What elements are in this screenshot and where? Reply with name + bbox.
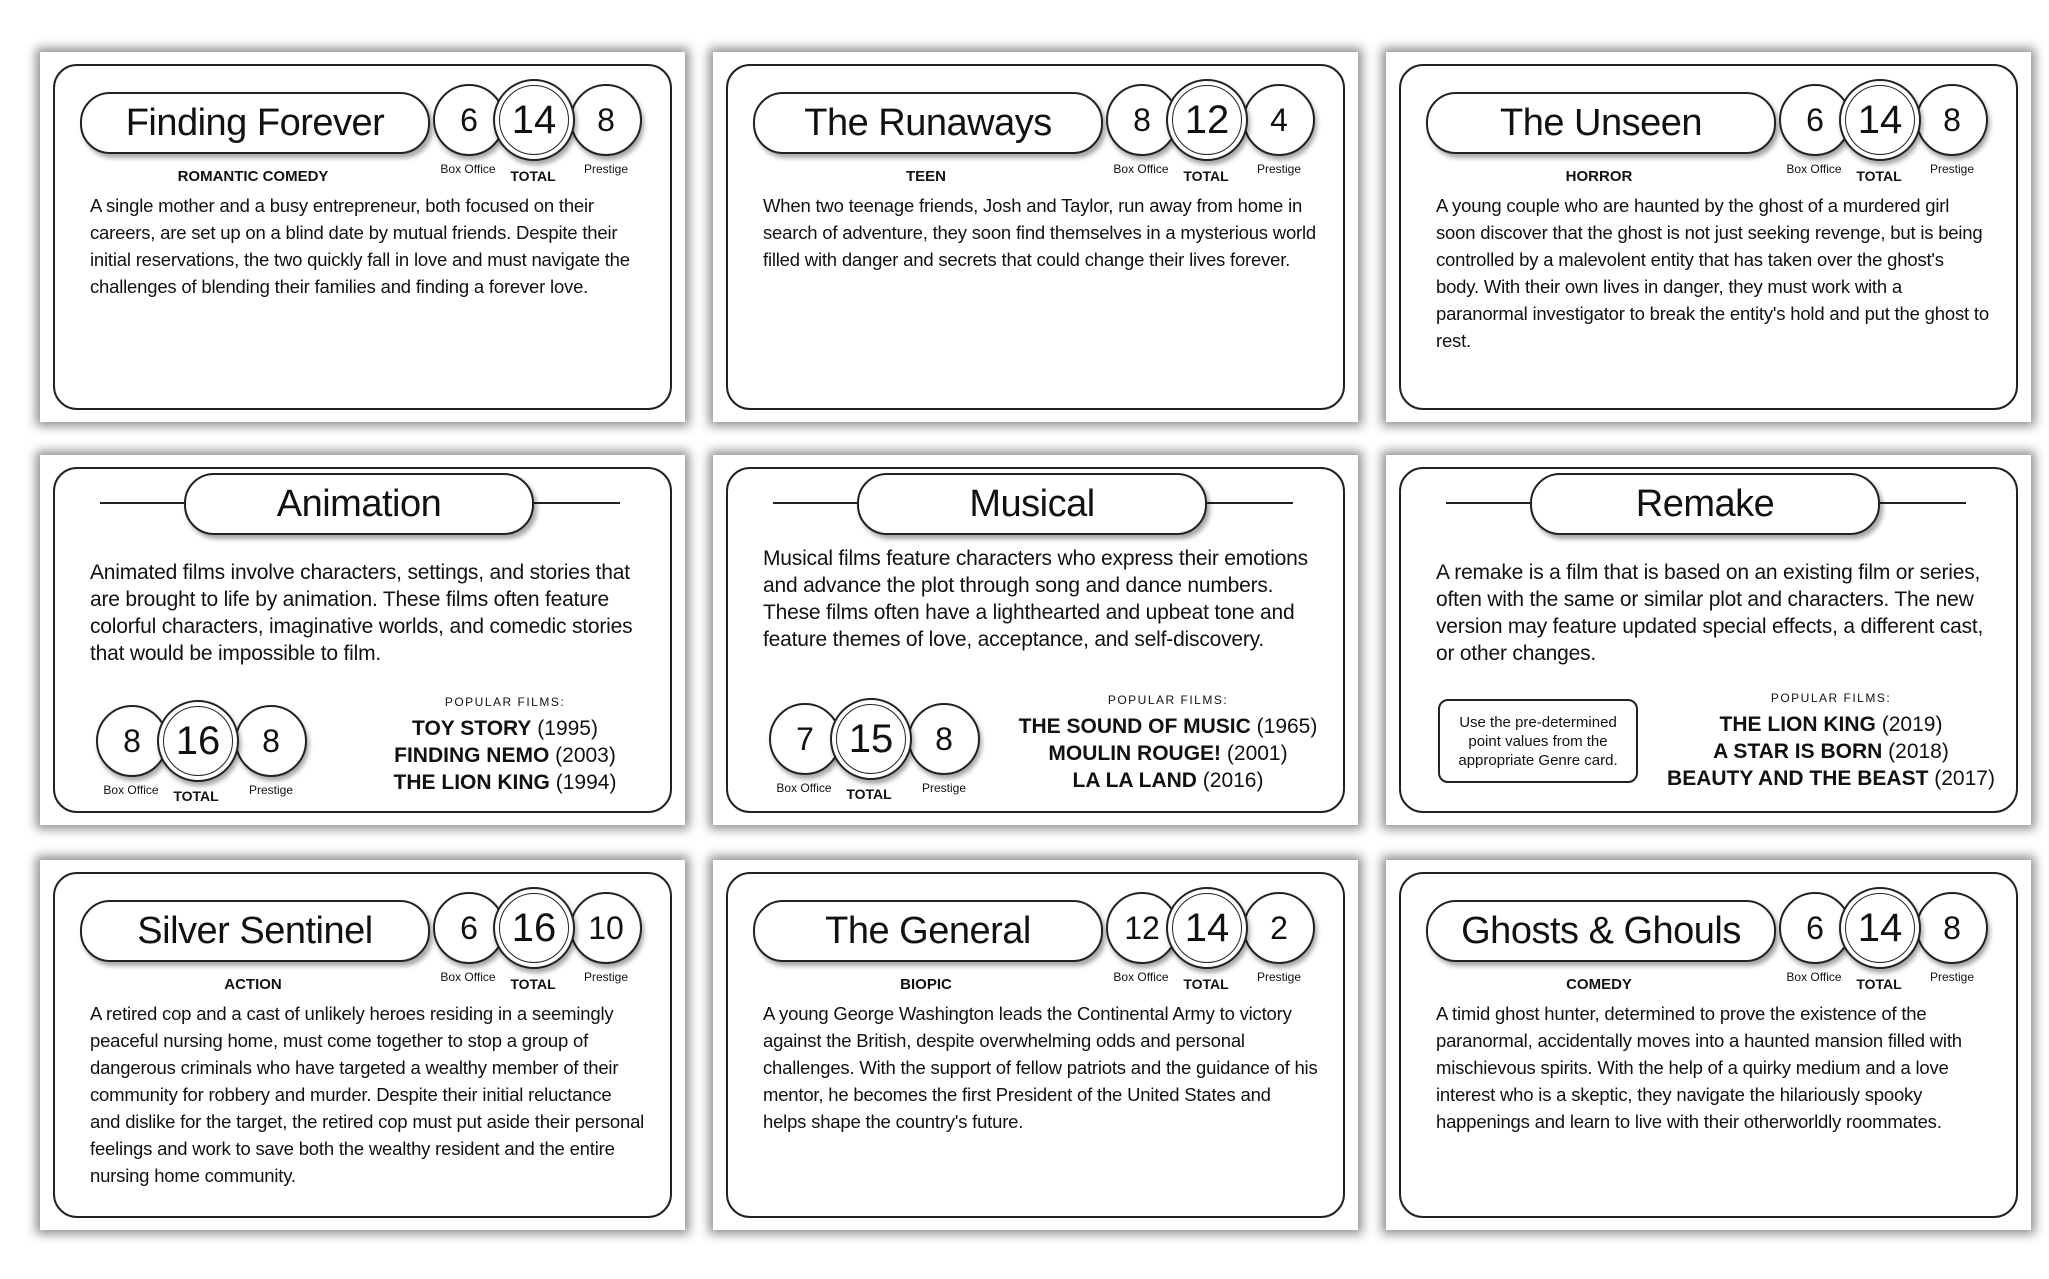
- prestige-score: 8: [1916, 892, 1988, 964]
- total-score: 16: [493, 887, 575, 969]
- popular-films: [1666, 691, 1996, 792]
- film-entry: [1013, 767, 1323, 794]
- movie-description: A young George Washington leads the Continental Army to victory against the British, despite overwhelming odds and personal challenges. With the support of fellow patriots and the guidance of his mentor, he becomes the first President of the United States and helps shape the country's future.: [763, 1003, 1318, 1132]
- box-office-label: Box Office: [103, 783, 159, 797]
- film-name: A STAR IS BORN: [1713, 740, 1883, 763]
- movie-description: A retired cop and a cast of unlikely heroes residing in a seemingly peaceful nursing home, must come together to stop a group of dangerous criminals who have targeted a wealthy member of their community for robbery and murder. Despite their initial reluctance and dislike for the target, the retired cop must put aside their personal feelings and work to save both the wealthy resident and the entire nursing home community.: [90, 1003, 645, 1186]
- prestige-score: 8: [235, 705, 307, 777]
- total-score: 16: [157, 700, 239, 782]
- film-entry: [1666, 765, 1996, 792]
- total-score: 14: [1839, 887, 1921, 969]
- prestige-score: 4: [1243, 84, 1315, 156]
- prestige-label: Prestige: [1929, 970, 1975, 984]
- box-office-label: Box Office: [1786, 162, 1842, 176]
- movie-description: A single mother and a busy entrepreneur, both focused on their careers, are set up on a blind date by mutual friends. Despite their initial reservations, the two quickly fall in love and must navigate the challenges of blending their families and finding a forever love.: [90, 195, 630, 297]
- popular-films-heading: POPULAR FILMS:: [1107, 693, 1229, 707]
- total-label: TOTAL: [1183, 976, 1229, 992]
- genre-title: Animation: [184, 473, 534, 535]
- film-year: (2001): [1226, 742, 1288, 765]
- box-office-score: 12: [1106, 892, 1178, 964]
- genre-description: Animated films involve characters, settings, and stories that are brought to life by animation. These films often feature colorful characters, imaginative worlds, and comedic stories that would be impossible to film.: [90, 561, 633, 665]
- movie-description: A timid ghost hunter, determined to prove the existence of the paranormal, accidentally moves into a haunted mansion filled with mischievous spirits. With the help of a quirky medium and a love interest who is a skeptic, they navigate the hilariously spooky happenings and learn to live with their otherworldly roommates.: [1436, 1003, 1962, 1132]
- genre-card[interactable]: [40, 455, 685, 825]
- popular-films: [1013, 693, 1323, 794]
- movie-title: The Runaways: [753, 92, 1103, 154]
- prestige-label: Prestige: [1256, 970, 1302, 984]
- film-year: (2016): [1202, 769, 1264, 792]
- box-office-label: Box Office: [440, 162, 496, 176]
- movie-card[interactable]: [713, 860, 1358, 1230]
- prestige-score: 8: [570, 84, 642, 156]
- total-score: 14: [1839, 79, 1921, 161]
- genre-card[interactable]: [1386, 455, 2031, 825]
- movie-genre: TEEN: [905, 168, 946, 185]
- prestige-score: 10: [570, 892, 642, 964]
- film-name: LA LA LAND: [1072, 769, 1197, 792]
- popular-films-heading: POPULAR FILMS:: [1770, 691, 1892, 705]
- movie-card[interactable]: [40, 52, 685, 422]
- film-year: (1965): [1256, 715, 1318, 738]
- box-office-score: 8: [96, 705, 168, 777]
- genre-title: Remake: [1530, 473, 1880, 535]
- movie-genre: ROMANTIC COMEDY: [177, 168, 329, 185]
- movie-genre: COMEDY: [1566, 976, 1632, 993]
- film-entry: [1666, 711, 1996, 738]
- movie-title: The Unseen: [1426, 92, 1776, 154]
- total-label: TOTAL: [173, 788, 219, 804]
- film-year: (1995): [537, 717, 598, 740]
- prestige-score: 8: [1916, 84, 1988, 156]
- box-office-score: 6: [433, 892, 505, 964]
- box-office-score: 6: [1779, 892, 1851, 964]
- box-office-label: Box Office: [776, 781, 832, 795]
- film-year: (2017): [1934, 767, 1995, 790]
- prestige-score: 2: [1243, 892, 1315, 964]
- movie-genre: ACTION: [224, 976, 282, 993]
- movie-card[interactable]: [1386, 860, 2031, 1230]
- prestige-label: Prestige: [921, 781, 967, 795]
- box-office-label: Box Office: [1113, 970, 1169, 984]
- box-office-label: Box Office: [1113, 162, 1169, 176]
- movie-title: Ghosts & Ghouls: [1426, 900, 1776, 962]
- total-score: 12: [1166, 79, 1248, 161]
- movie-genre: HORROR: [1565, 168, 1633, 185]
- total-score: 14: [493, 79, 575, 161]
- genre-card[interactable]: [713, 455, 1358, 825]
- film-name: THE SOUND OF MUSIC: [1018, 715, 1251, 738]
- film-entry: [1666, 738, 1996, 765]
- film-entry: [1013, 713, 1323, 740]
- total-score: 15: [830, 698, 912, 780]
- movie-title: Finding Forever: [80, 92, 430, 154]
- box-office-score: 7: [769, 703, 841, 775]
- prestige-label: Prestige: [248, 783, 294, 797]
- total-label: TOTAL: [510, 168, 556, 184]
- prestige-score: 8: [908, 703, 980, 775]
- film-entry: [1013, 740, 1323, 767]
- total-score: 14: [1166, 887, 1248, 969]
- film-year: (2018): [1888, 740, 1949, 763]
- movie-description: A young couple who are haunted by the ghost of a murdered girl soon discover that the ghost is not just seeking revenge, but is being controlled by a malevolent entity that has taken over the ghost's body. With their own lives in danger, they must work with a paranormal investigator to break the entity's hold and put the ghost to rest.: [1436, 195, 1989, 351]
- genre-title: Musical: [857, 473, 1207, 535]
- prestige-label: Prestige: [583, 970, 629, 984]
- film-entry: [365, 769, 645, 796]
- prestige-label: Prestige: [1256, 162, 1302, 176]
- film-year: (2019): [1881, 713, 1943, 736]
- film-name: BEAUTY AND THE BEAST: [1667, 767, 1929, 790]
- film-name: THE LION KING: [1719, 713, 1876, 736]
- movie-genre: BIOPIC: [900, 976, 952, 993]
- film-name: TOY STORY: [412, 717, 532, 740]
- movie-description: When two teenage friends, Josh and Taylor, run away from home in search of adventure, they soon find themselves in a mysterious world filled with danger and secrets that could change their lives forever.: [763, 195, 1316, 270]
- total-label: TOTAL: [1856, 976, 1902, 992]
- film-year: (1994): [555, 771, 617, 794]
- genre-description: A remake is a film that is based on an existing film or series, often with the same or similar plot and characters. The new version may feature updated special effects, a different cast, or other changes.: [1436, 561, 1984, 665]
- prestige-label: Prestige: [583, 162, 629, 176]
- film-name: MOULIN ROUGE!: [1048, 742, 1222, 765]
- total-label: TOTAL: [1183, 168, 1229, 184]
- total-label: TOTAL: [510, 976, 556, 992]
- total-label: TOTAL: [1856, 168, 1902, 184]
- box-office-score: 6: [1779, 84, 1851, 156]
- point-values-note: Use the pre-determined point values from the appropriate Genre card.: [1438, 699, 1638, 783]
- popular-films: [365, 695, 645, 796]
- film-name: FINDING NEMO: [394, 744, 550, 767]
- movie-card[interactable]: [713, 52, 1358, 422]
- movie-card[interactable]: [1386, 52, 2031, 422]
- film-year: (2003): [555, 744, 616, 767]
- box-office-score: 8: [1106, 84, 1178, 156]
- box-office-score: 6: [433, 84, 505, 156]
- genre-description: Musical films feature characters who express their emotions and advance the plot through song and dance numbers. These films often have a lighthearted and upbeat tone and feature themes of love, acceptance, and self-discovery.: [763, 547, 1308, 651]
- box-office-label: Box Office: [1786, 970, 1842, 984]
- prestige-label: Prestige: [1929, 162, 1975, 176]
- movie-title: The General: [753, 900, 1103, 962]
- popular-films-heading: POPULAR FILMS:: [444, 695, 566, 709]
- movie-title: Silver Sentinel: [80, 900, 430, 962]
- movie-card[interactable]: [40, 860, 685, 1230]
- film-entry: [365, 742, 645, 769]
- box-office-label: Box Office: [440, 970, 496, 984]
- film-name: THE LION KING: [393, 771, 550, 794]
- film-entry: [365, 715, 645, 742]
- total-label: TOTAL: [846, 786, 892, 802]
